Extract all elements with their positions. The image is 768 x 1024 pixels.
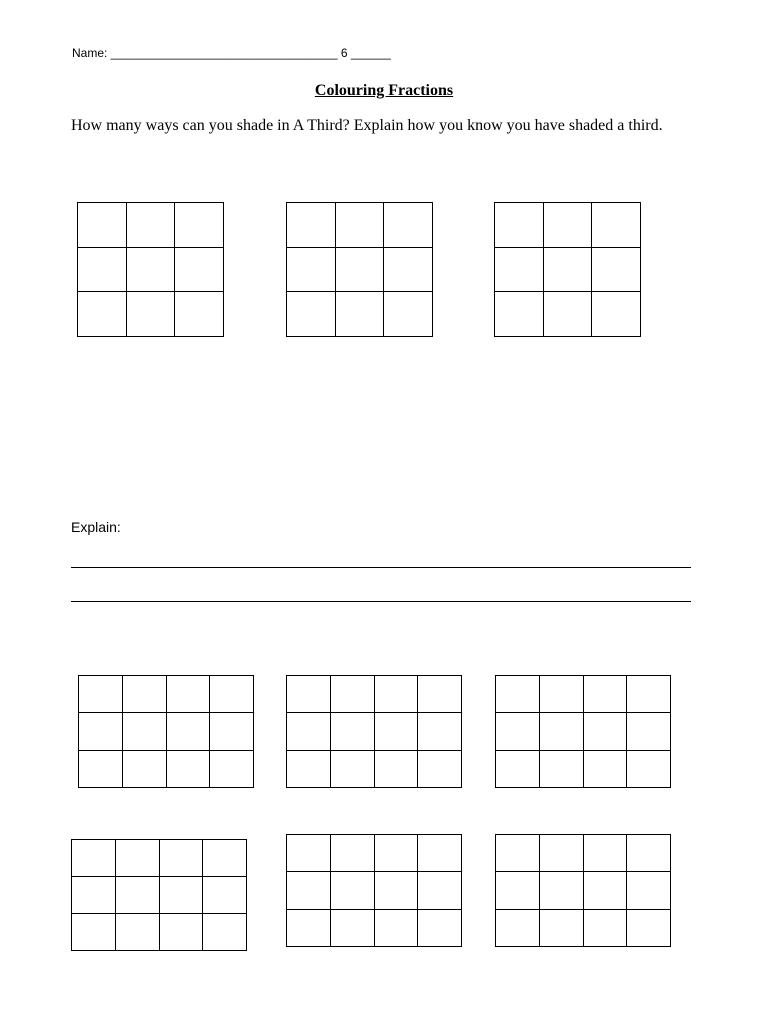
grid-cell[interactable] [627, 910, 671, 947]
grid-cell[interactable] [79, 713, 123, 750]
grid-cell[interactable] [418, 835, 462, 872]
answer-line[interactable] [71, 567, 691, 568]
grid-cell[interactable] [540, 676, 584, 713]
grid-cell[interactable] [584, 713, 628, 750]
grid-cell[interactable] [496, 713, 540, 750]
grid-cell[interactable] [175, 248, 224, 293]
grid-cell[interactable] [495, 292, 544, 337]
grid-cell[interactable] [116, 914, 160, 951]
grid-cell[interactable] [123, 751, 167, 788]
grid-cell[interactable] [584, 910, 628, 947]
grid-cell[interactable] [627, 751, 671, 788]
grid-cell[interactable] [336, 203, 385, 248]
grid-cell[interactable] [627, 835, 671, 872]
grid-cell[interactable] [496, 910, 540, 947]
grid-cell[interactable] [375, 751, 419, 788]
grid-cell[interactable] [418, 872, 462, 909]
grid-cell[interactable] [116, 877, 160, 914]
grid-cell[interactable] [496, 872, 540, 909]
grid-cell[interactable] [287, 835, 331, 872]
grid-cell[interactable] [418, 910, 462, 947]
grid-cell[interactable] [287, 203, 336, 248]
grid-cell[interactable] [287, 751, 331, 788]
grid-cell[interactable] [167, 751, 211, 788]
grid-cell[interactable] [203, 877, 247, 914]
explain-label: Explain: [71, 519, 121, 535]
grid-cell[interactable] [384, 248, 433, 293]
grid-cell[interactable] [78, 248, 127, 293]
grid-cell[interactable] [627, 872, 671, 909]
grid-cell[interactable] [540, 910, 584, 947]
grid-cell[interactable] [375, 872, 419, 909]
grid-cell[interactable] [79, 751, 123, 788]
grid-cell[interactable] [540, 872, 584, 909]
name-and-class-line[interactable]: Name: __________________________________ 6 ______ [72, 46, 391, 60]
grid-cell[interactable] [287, 676, 331, 713]
grid-cell[interactable] [418, 751, 462, 788]
grid-cell[interactable] [123, 713, 167, 750]
grid-cell[interactable] [495, 248, 544, 293]
grid-cell[interactable] [127, 203, 176, 248]
shading-grid-4x3[interactable] [495, 675, 671, 788]
grid-cell[interactable] [627, 713, 671, 750]
grid-cell[interactable] [78, 292, 127, 337]
grid-cell[interactable] [210, 713, 254, 750]
shading-grid-4x3[interactable] [286, 675, 462, 788]
grid-cell[interactable] [496, 676, 540, 713]
grid-cell[interactable] [331, 872, 375, 909]
shading-grid-3x3[interactable] [494, 202, 641, 337]
grid-cell[interactable] [79, 676, 123, 713]
grid-cell[interactable] [210, 676, 254, 713]
grid-cell[interactable] [375, 910, 419, 947]
grid-cell[interactable] [287, 872, 331, 909]
grid-cell[interactable] [336, 292, 385, 337]
grid-cell[interactable] [496, 751, 540, 788]
grid-cell[interactable] [287, 248, 336, 293]
grid-cell[interactable] [592, 203, 641, 248]
grid-cell[interactable] [116, 840, 160, 877]
grid-cell[interactable] [418, 676, 462, 713]
grid-cell[interactable] [331, 713, 375, 750]
grid-cell[interactable] [203, 914, 247, 951]
grid-cell[interactable] [336, 248, 385, 293]
grid-cell[interactable] [418, 713, 462, 750]
grid-cell[interactable] [544, 203, 593, 248]
shading-grid-4x3[interactable] [71, 839, 247, 951]
grid-cell[interactable] [540, 751, 584, 788]
grid-cell[interactable] [375, 676, 419, 713]
grid-cell[interactable] [160, 840, 204, 877]
answer-line[interactable] [71, 601, 691, 602]
grid-cell[interactable] [72, 877, 116, 914]
grid-cell[interactable] [123, 676, 167, 713]
grid-cell[interactable] [375, 835, 419, 872]
grid-cell[interactable] [287, 292, 336, 337]
grid-cell[interactable] [160, 877, 204, 914]
grid-cell[interactable] [78, 203, 127, 248]
grid-cell[interactable] [287, 910, 331, 947]
grid-cell[interactable] [203, 840, 247, 877]
grid-cell[interactable] [160, 914, 204, 951]
grid-cell[interactable] [127, 248, 176, 293]
grid-cell[interactable] [287, 713, 331, 750]
grid-cell[interactable] [127, 292, 176, 337]
grid-cell[interactable] [331, 910, 375, 947]
grid-cell[interactable] [496, 835, 540, 872]
grid-cell[interactable] [584, 872, 628, 909]
grid-cell[interactable] [210, 751, 254, 788]
grid-cell[interactable] [384, 203, 433, 248]
grid-cell[interactable] [584, 835, 628, 872]
grid-cell[interactable] [584, 751, 628, 788]
grid-cell[interactable] [584, 676, 628, 713]
shading-grid-4x3[interactable] [495, 834, 671, 947]
grid-cell[interactable] [540, 835, 584, 872]
grid-cell[interactable] [331, 676, 375, 713]
grid-cell[interactable] [544, 248, 593, 293]
shading-grid-3x3[interactable] [286, 202, 433, 337]
shading-grid-3x3[interactable] [77, 202, 224, 337]
grid-cell[interactable] [384, 292, 433, 337]
shading-grid-4x3[interactable] [78, 675, 254, 788]
grid-cell[interactable] [495, 203, 544, 248]
grid-cell[interactable] [375, 713, 419, 750]
grid-cell[interactable] [175, 203, 224, 248]
question-text: How many ways can you shade in A Third? Explain how you know you have shaded a third. [71, 117, 663, 134]
grid-cell[interactable] [540, 713, 584, 750]
grid-cell[interactable] [592, 292, 641, 337]
grid-cell[interactable] [331, 835, 375, 872]
grid-cell[interactable] [544, 292, 593, 337]
grid-cell[interactable] [331, 751, 375, 788]
grid-cell[interactable] [175, 292, 224, 337]
grid-cell[interactable] [72, 840, 116, 877]
grid-cell[interactable] [72, 914, 116, 951]
grid-cell[interactable] [167, 676, 211, 713]
shading-grid-4x3[interactable] [286, 834, 462, 947]
grid-cell[interactable] [627, 676, 671, 713]
grid-cell[interactable] [592, 248, 641, 293]
worksheet-title: Colouring Fractions [314, 82, 454, 99]
grid-cell[interactable] [167, 713, 211, 750]
